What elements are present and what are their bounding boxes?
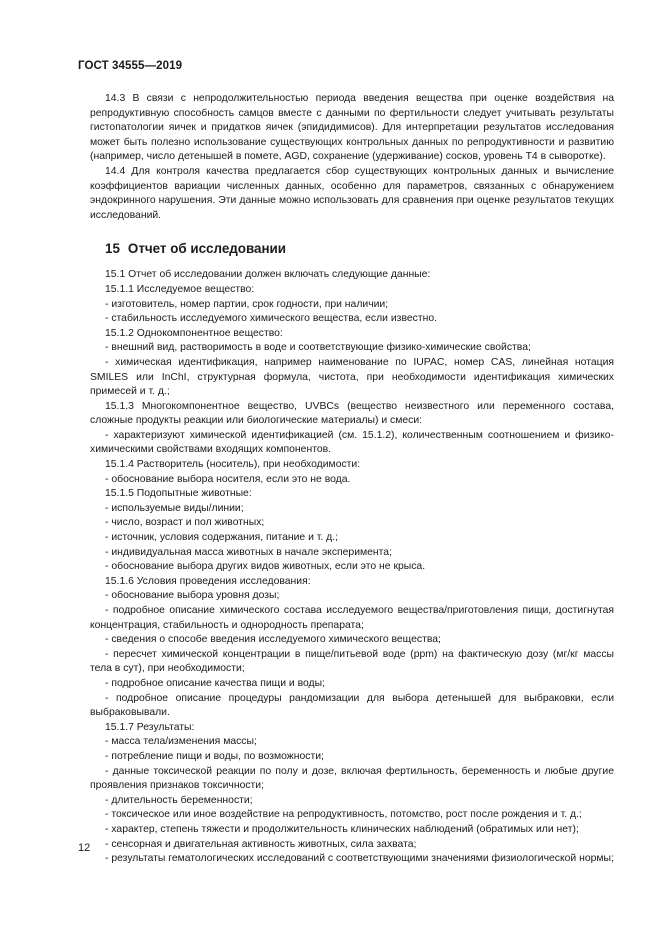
paragraph: 14.3 В связи с непродолжительностью периода введения вещества при оценке воздействия на репродуктивную способность самцов вместе с данными по фертильности следует учитывать результаты гистопатологии яичек и придатков яичек (эпидидимисов). Для интерпретации результатов исследования может быть полезно использование существующих контрольных данных по репродуктивности и развитию (например, число детенышей в помете, AGD, сохранение (удерживание) сосков, уровень Т4 в сыворотке). bbox=[90, 93, 614, 163]
paragraph: 15.1.1 Исследуемое вещество: bbox=[105, 283, 255, 295]
document-header: ГОСТ 34555—2019 bbox=[78, 60, 183, 72]
document-body bbox=[90, 92, 614, 867]
list-item: - пересчет химической концентрации в пище/питьевой воде (ppm) на фактическую дозу (мг/кг массы тела в сут), при необходимости; bbox=[90, 648, 614, 675]
paragraph: 15.1.3 Многокомпонентное вещество, UVBCs (вещество неизвестного или переменного состава, сложные продукты реакции или биологические материалы) и смеси: bbox=[90, 400, 614, 427]
list-item: - обоснование выбора носителя, если это не вода. bbox=[105, 473, 351, 485]
list-item: - подробное описание качества пищи и воды; bbox=[105, 677, 325, 689]
section-15-body bbox=[90, 268, 614, 866]
paragraph: 15.1 Отчет об исследовании должен включать следующие данные: bbox=[105, 269, 431, 281]
paragraph: 15.1.7 Результаты: bbox=[105, 721, 195, 733]
list-item: - изготовитель, номер партии, срок годности, при наличии; bbox=[105, 298, 389, 310]
list-item: - характер, степень тяжести и продолжительность клинических наблюдений (обратимых или нет); bbox=[105, 823, 579, 835]
list-item: - сенсорная и двигательная активность животных, сила захвата; bbox=[105, 838, 417, 850]
list-item: - подробное описание процедуры рандомизации для выбора детенышей для выбраковки, если выбраковывали. bbox=[90, 692, 614, 719]
section-heading bbox=[105, 240, 614, 257]
section-title: Отчет об исследовании bbox=[127, 241, 287, 257]
paragraph: 15.1.2 Однокомпонентное вещество: bbox=[105, 327, 283, 339]
section-number: 15 bbox=[105, 241, 120, 257]
list-item: - обоснование выбора других видов животных, если это не крыса. bbox=[105, 561, 426, 573]
list-item: - сведения о способе введения исследуемого химического вещества; bbox=[105, 634, 441, 646]
list-item: - внешний вид, растворимость в воде и соответствующие физико-химические свойства; bbox=[105, 342, 531, 354]
list-item: - длительность беременности; bbox=[105, 794, 253, 806]
list-item: - подробное описание химического состава исследуемого вещества/приготовления пищи, достигнутая концентрация, стабильность и однородность препарата; bbox=[90, 605, 614, 631]
list-item: - источник, условия содержания, питание и т. д.; bbox=[105, 532, 339, 544]
list-item: - токсическое или иное воздействие на репродуктивность, потомство, рост после рождения и т. д.; bbox=[105, 809, 582, 821]
list-item: - используемые виды/линии; bbox=[105, 502, 244, 514]
list-item: - результаты гематологических исследований с соответствующими значениями физиологической нормы; bbox=[105, 853, 614, 865]
paragraph: 15.1.5 Подопытные животные: bbox=[105, 488, 252, 500]
section-14-tail bbox=[90, 92, 614, 223]
list-item: - стабильность исследуемого химического вещества, если известно. bbox=[105, 313, 437, 325]
list-item: - потребление пищи и воды, по возможности; bbox=[105, 750, 324, 762]
page-number: 12 bbox=[78, 842, 91, 854]
list-item: - характеризуют химической идентификацией (см. 15.1.2), количественным соотношением и физико-химическими свойствами входящих компонентов. bbox=[90, 429, 614, 456]
list-item: - химическая идентификация, например наименование по IUPAC, номер CAS, линейная нотация SMILES или InChI, структурная формула, чистота, при необходимости идентификация химических примесей и т. д.; bbox=[90, 356, 614, 398]
paragraph: 15.1.6 Условия проведения исследования: bbox=[105, 575, 311, 587]
list-item: - данные токсической реакции по полу и дозе, включая фертильность, беременность и любые другие проявления признаков токсичности; bbox=[90, 765, 614, 792]
list-item: - обоснование выбора уровня дозы; bbox=[105, 590, 280, 602]
list-item: - индивидуальная масса животных в начале эксперимента; bbox=[105, 546, 392, 558]
list-item: - масса тела/изменения массы; bbox=[105, 736, 257, 748]
paragraph: 15.1.4 Растворитель (носитель), при необходимости: bbox=[105, 459, 361, 471]
paragraph: 14.4 Для контроля качества предлагается сбор существующих контрольных данных и вычисление коэффициентов вариации численных данных, особенно для параметров, связанных с обнаружением эндокринного нарушения. Эти данные можно использовать для сравнения при оценке результатов текущих исследований. bbox=[90, 165, 614, 221]
list-item: - число, возраст и пол животных; bbox=[105, 517, 265, 529]
